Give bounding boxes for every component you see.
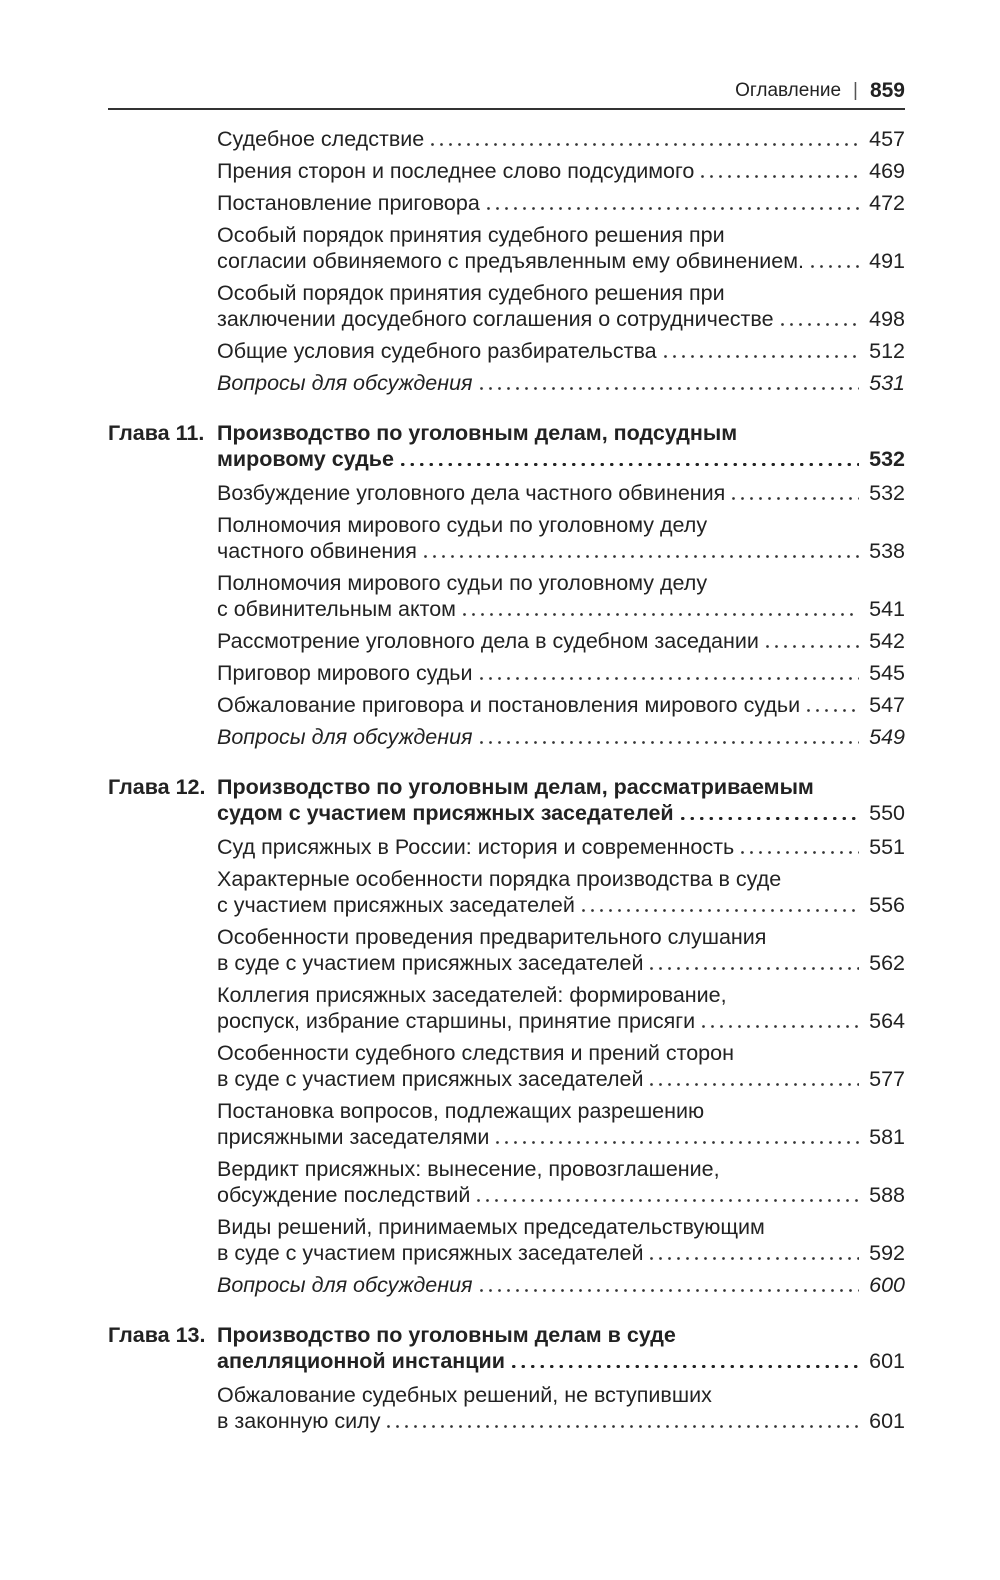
chapter-label: Глава 12. xyxy=(108,775,206,799)
entry-page-number: 562 xyxy=(869,951,905,975)
dot-leader xyxy=(647,1257,859,1260)
dot-leader xyxy=(428,143,859,146)
chapter-title xyxy=(217,420,905,472)
entry-last-line xyxy=(217,1272,905,1298)
entry-title-line: с обвинительным актом xyxy=(217,597,456,621)
entry-title-line: Коллегия присяжных заседателей: формирование, xyxy=(217,983,727,1007)
entry-page-number: 532 xyxy=(869,481,905,505)
entry-page-number: 472 xyxy=(869,191,905,215)
toc-entry[interactable] xyxy=(217,190,905,216)
entry-title-line: Виды решений, принимаемых председательствующим xyxy=(217,1215,765,1239)
entry-page-number: 531 xyxy=(869,371,905,395)
entry-last-line xyxy=(217,1240,905,1266)
toc-entry[interactable] xyxy=(217,1214,905,1266)
running-header xyxy=(108,74,905,110)
entry-title-line: присяжными заседателями xyxy=(217,1125,490,1149)
dot-leader xyxy=(509,1365,859,1368)
entry-last-line xyxy=(217,190,905,216)
chapter-label: Глава 11. xyxy=(108,421,205,445)
entry-last-line xyxy=(217,950,905,976)
dot-leader xyxy=(398,463,859,466)
dot-leader xyxy=(698,175,859,178)
chapter-heading[interactable] xyxy=(108,774,905,826)
entry-title-line: согласии обвиняемого с предъявленным ему обвинением. xyxy=(217,249,804,273)
entry-title-line: Вопросы для обсуждения xyxy=(217,725,473,749)
entry-page-number: 588 xyxy=(869,1183,905,1207)
dot-leader xyxy=(738,851,859,854)
dot-leader xyxy=(579,909,859,912)
toc-entry[interactable] xyxy=(217,1272,905,1298)
toc-entry[interactable] xyxy=(217,512,905,564)
dot-leader xyxy=(808,265,859,268)
entry-title-line: Прения сторон и последнее слово подсудимого xyxy=(217,159,695,183)
entry-last-line xyxy=(217,446,905,472)
entry-last-line xyxy=(217,370,905,396)
dot-leader xyxy=(477,387,859,390)
entry-page-number: 532 xyxy=(869,447,905,471)
entry-title-line: Рассмотрение уголовного дела в судебном заседании xyxy=(217,629,759,653)
entry-last-line xyxy=(217,158,905,184)
entry-last-line xyxy=(217,834,905,860)
entry-last-line xyxy=(217,538,905,564)
toc-entry[interactable] xyxy=(217,570,905,622)
entry-last-line xyxy=(217,692,905,718)
dot-leader xyxy=(421,555,859,558)
entry-title-line: Вопросы для обсуждения xyxy=(217,371,473,395)
entry-title-line: Обжалование судебных решений, не вступивших xyxy=(217,1383,712,1407)
entry-page-number: 601 xyxy=(869,1349,905,1373)
entry-title-line: Приговор мирового судьи xyxy=(217,661,473,685)
entry-last-line xyxy=(217,1182,905,1208)
entry-last-line xyxy=(217,480,905,506)
chapter-label: Глава 13. xyxy=(108,1323,206,1347)
entry-title-line: Возбуждение уголовного дела частного обвинения xyxy=(217,481,726,505)
toc-entry[interactable] xyxy=(217,480,905,506)
toc-entry[interactable] xyxy=(217,280,905,332)
entry-last-line xyxy=(217,306,905,332)
entry-title-line: Вопросы для обсуждения xyxy=(217,1273,473,1297)
entry-page-number: 550 xyxy=(869,801,905,825)
entry-title-line: Постановка вопросов, подлежащих разрешению xyxy=(217,1099,705,1123)
toc-entry[interactable] xyxy=(217,866,905,918)
entry-page-number: 601 xyxy=(869,1409,905,1433)
entry-page-number: 592 xyxy=(869,1241,905,1265)
entry-title-line: Производство по уголовным делам, рассматриваемым xyxy=(217,775,814,799)
toc-entry[interactable] xyxy=(217,692,905,718)
entry-last-line xyxy=(217,800,905,826)
dot-leader xyxy=(647,967,859,970)
table-of-contents xyxy=(108,126,905,1434)
entry-page-number: 564 xyxy=(869,1009,905,1033)
entry-last-line xyxy=(217,1066,905,1092)
entry-page-number: 457 xyxy=(869,127,905,151)
dot-leader xyxy=(804,709,859,712)
entry-page-number: 549 xyxy=(869,725,905,749)
entry-title-line: заключении досудебного соглашения о сотрудничестве xyxy=(217,307,774,331)
chapter-title xyxy=(217,1322,905,1374)
entry-title-line: Особенности проведения предварительного слушания xyxy=(217,925,767,949)
entry-title-line: обсуждение последствий xyxy=(217,1183,471,1207)
entry-title-line: Особый порядок принятия судебного решения при xyxy=(217,281,725,305)
dot-leader xyxy=(661,355,859,358)
toc-entry[interactable] xyxy=(217,834,905,860)
entry-title-line: частного обвинения xyxy=(217,539,417,563)
entry-last-line xyxy=(217,126,905,152)
entry-title-line: Судебное следствие xyxy=(217,127,425,151)
entry-last-line xyxy=(217,338,905,364)
entry-title-line: апелляционной инстанции xyxy=(217,1349,505,1373)
toc-entry[interactable] xyxy=(217,158,905,184)
entry-page-number: 538 xyxy=(869,539,905,563)
entry-title-line: в суде с участием присяжных заседателей xyxy=(217,951,644,975)
entry-page-number: 577 xyxy=(869,1067,905,1091)
entry-last-line xyxy=(217,1008,905,1034)
toc-entry[interactable] xyxy=(217,1156,905,1208)
entry-page-number: 556 xyxy=(869,893,905,917)
dot-leader xyxy=(778,323,859,326)
entry-last-line xyxy=(217,628,905,654)
dot-leader xyxy=(460,613,859,616)
entry-title-line: Полномочия мирового судьи по уголовному делу xyxy=(217,513,708,537)
toc-entry[interactable] xyxy=(217,126,905,152)
dot-leader xyxy=(484,207,859,210)
entry-title-line: в суде с участием присяжных заседателей xyxy=(217,1067,644,1091)
entry-last-line xyxy=(217,248,905,274)
dot-leader xyxy=(477,741,859,744)
entry-last-line xyxy=(217,1124,905,1150)
entry-page-number: 469 xyxy=(869,159,905,183)
toc-entry[interactable] xyxy=(217,628,905,654)
entry-page-number: 581 xyxy=(869,1125,905,1149)
entry-page-number: 547 xyxy=(869,693,905,717)
dot-leader xyxy=(477,1289,859,1292)
chapter-title xyxy=(217,774,905,826)
toc-entry[interactable] xyxy=(217,1098,905,1150)
entry-page-number: 545 xyxy=(869,661,905,685)
toc-entry[interactable] xyxy=(217,338,905,364)
entry-last-line xyxy=(217,892,905,918)
toc-entry[interactable] xyxy=(217,222,905,274)
entry-last-line xyxy=(217,1408,905,1434)
entry-page-number: 498 xyxy=(869,307,905,331)
dot-leader xyxy=(493,1141,859,1144)
dot-leader xyxy=(729,497,859,500)
entry-page-number: 542 xyxy=(869,629,905,653)
entry-title-line: Общие условия судебного разбирательства xyxy=(217,339,657,363)
entry-title-line: Суд присяжных в России: история и современность xyxy=(217,835,735,859)
entry-title-line: Производство по уголовным делам в суде xyxy=(217,1323,676,1347)
entry-title-line: в законную силу xyxy=(217,1409,381,1433)
entry-title-line: Особенности судебного следствия и прений сторон xyxy=(217,1041,734,1065)
section-title: Оглавление xyxy=(735,80,842,101)
toc-entry[interactable] xyxy=(217,1040,905,1092)
entry-page-number: 491 xyxy=(869,249,905,273)
entry-title-line: роспуск, избрание старшины, принятие присяги xyxy=(217,1009,696,1033)
entry-title-line: Вердикт присяжных: вынесение, провозглашение, xyxy=(217,1157,720,1181)
header-separator: | xyxy=(853,80,858,101)
entry-title-line: в суде с участием присяжных заседателей xyxy=(217,1241,644,1265)
toc-entry[interactable] xyxy=(217,660,905,686)
chapter-heading[interactable] xyxy=(108,420,905,472)
entry-page-number: 541 xyxy=(869,597,905,621)
entry-title-line: судом с участием присяжных заседателей xyxy=(217,801,674,825)
dot-leader xyxy=(384,1425,859,1428)
entry-page-number: 512 xyxy=(869,339,905,363)
chapter-heading[interactable] xyxy=(108,1322,905,1374)
entry-title-line: Постановление приговора xyxy=(217,191,480,215)
toc-entry[interactable] xyxy=(217,1382,905,1434)
toc-entry[interactable] xyxy=(217,370,905,396)
entry-last-line xyxy=(217,1348,905,1374)
entry-title-line: Характерные особенности порядка производства в суде xyxy=(217,867,782,891)
page-number: 859 xyxy=(869,79,905,102)
entry-title-line: Особый порядок принятия судебного решения при xyxy=(217,223,725,247)
dot-leader xyxy=(763,645,859,648)
entry-title-line: с участием присяжных заседателей xyxy=(217,893,575,917)
entry-title-line: Полномочия мирового судьи по уголовному делу xyxy=(217,571,708,595)
entry-title-line: мировому судье xyxy=(217,447,394,471)
entry-last-line xyxy=(217,724,905,750)
entry-last-line xyxy=(217,660,905,686)
dot-leader xyxy=(647,1083,859,1086)
entry-page-number: 551 xyxy=(869,835,905,859)
entry-last-line xyxy=(217,596,905,622)
toc-entry[interactable] xyxy=(217,982,905,1034)
toc-entry[interactable] xyxy=(217,924,905,976)
dot-leader xyxy=(474,1199,859,1202)
toc-entry[interactable] xyxy=(217,724,905,750)
dot-leader xyxy=(678,817,859,820)
entry-page-number: 600 xyxy=(869,1273,905,1297)
entry-title-line: Обжалование приговора и постановления мирового судьи xyxy=(217,693,801,717)
dot-leader xyxy=(477,677,859,680)
entry-title-line: Производство по уголовным делам, подсудным xyxy=(217,421,738,445)
dot-leader xyxy=(699,1025,859,1028)
